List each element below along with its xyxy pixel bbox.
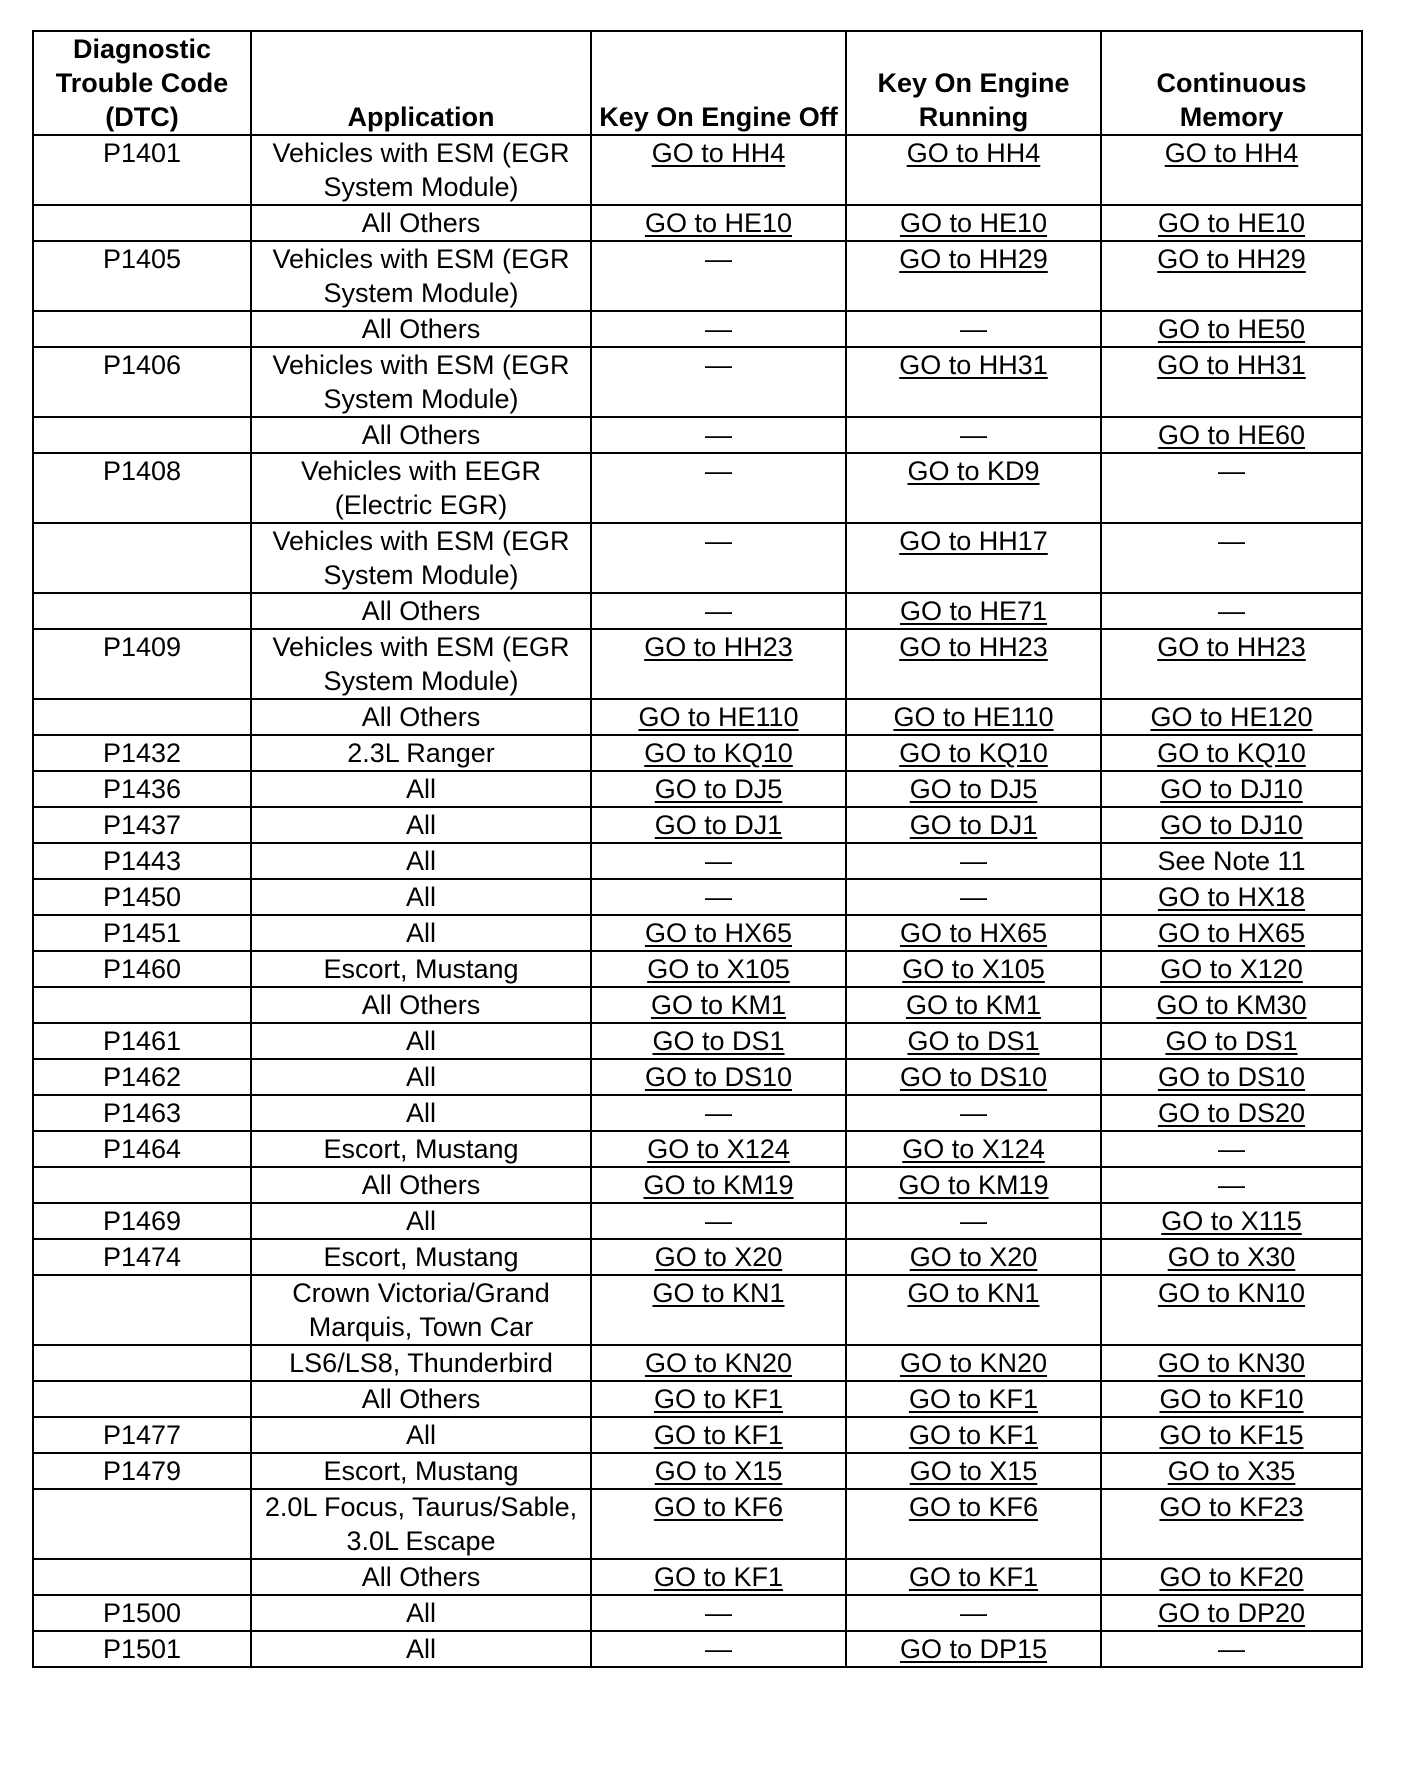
table-row bbox=[33, 593, 1362, 629]
goto-link[interactable]: GO to KF10 bbox=[1159, 1384, 1304, 1414]
cell-continuous-memory bbox=[1101, 1239, 1362, 1275]
table-row bbox=[33, 1239, 1362, 1275]
table-row bbox=[33, 1275, 1362, 1345]
cell-key-on-engine-running bbox=[846, 1059, 1101, 1095]
goto-link[interactable]: GO to KD9 bbox=[907, 456, 1040, 486]
goto-link[interactable]: GO to KQ10 bbox=[644, 738, 793, 768]
goto-link[interactable]: GO to DS1 bbox=[907, 1026, 1040, 1056]
table-row bbox=[33, 807, 1362, 843]
cell-key-on-engine-off bbox=[591, 1239, 846, 1275]
goto-link[interactable]: GO to DP15 bbox=[899, 1634, 1048, 1664]
goto-link[interactable]: GO to KN10 bbox=[1157, 1278, 1306, 1308]
goto-link[interactable]: GO to KF1 bbox=[653, 1562, 784, 1592]
cell-continuous-memory bbox=[1101, 1559, 1362, 1595]
goto-link[interactable]: GO to HE120 bbox=[1150, 702, 1313, 732]
goto-link[interactable]: GO to X30 bbox=[1167, 1242, 1296, 1272]
cell-continuous-memory bbox=[1101, 1095, 1362, 1131]
cell-application: Escort, Mustang bbox=[251, 1239, 591, 1275]
cell-dtc: P1408 bbox=[33, 453, 251, 523]
table-row bbox=[33, 1417, 1362, 1453]
cell-key-on-engine-running bbox=[846, 1167, 1101, 1203]
cell-key-on-engine-running bbox=[846, 1453, 1101, 1489]
cell-dtc: P1479 bbox=[33, 1453, 251, 1489]
cell-continuous-memory bbox=[1101, 1275, 1362, 1345]
cell-continuous-memory bbox=[1101, 771, 1362, 807]
goto-link[interactable]: GO to KF6 bbox=[908, 1492, 1039, 1522]
cell-application: All Others bbox=[251, 593, 591, 629]
goto-link[interactable]: GO to X105 bbox=[647, 954, 790, 984]
cell-continuous-memory bbox=[1101, 1489, 1362, 1559]
cell-dtc: P1450 bbox=[33, 879, 251, 915]
cell-dtc: P1436 bbox=[33, 771, 251, 807]
cell-key-on-engine-running bbox=[846, 1239, 1101, 1275]
cell-key-on-engine-off bbox=[591, 1381, 846, 1417]
table-row bbox=[33, 1203, 1362, 1239]
cell-continuous-memory: — bbox=[1101, 593, 1362, 629]
cell-continuous-memory: — bbox=[1101, 1131, 1362, 1167]
cell-continuous-memory bbox=[1101, 1345, 1362, 1381]
goto-link[interactable]: GO to DS10 bbox=[644, 1062, 793, 1092]
cell-dtc: P1501 bbox=[33, 1631, 251, 1667]
goto-link[interactable]: GO to DS1 bbox=[652, 1026, 785, 1056]
goto-link[interactable]: GO to KN1 bbox=[652, 1278, 785, 1308]
cell-key-on-engine-running: — bbox=[846, 1595, 1101, 1631]
cell-key-on-engine-running: — bbox=[846, 1203, 1101, 1239]
cell-continuous-memory bbox=[1101, 1059, 1362, 1095]
cell-application: All bbox=[251, 843, 591, 879]
cell-application: 2.0L Focus, Taurus/Sable, 3.0L Escape bbox=[251, 1489, 591, 1559]
cell-continuous-memory: — bbox=[1101, 453, 1362, 523]
goto-link[interactable]: GO to KF1 bbox=[653, 1384, 784, 1414]
table-row bbox=[33, 1489, 1362, 1559]
cell-key-on-engine-running bbox=[846, 1489, 1101, 1559]
cell-application: All Others bbox=[251, 987, 591, 1023]
goto-link[interactable]: GO to DJ10 bbox=[1160, 774, 1303, 804]
cell-application: 2.3L Ranger bbox=[251, 735, 591, 771]
table-row bbox=[33, 347, 1362, 417]
cell-key-on-engine-running bbox=[846, 1417, 1101, 1453]
cell-dtc: P1460 bbox=[33, 951, 251, 987]
goto-link[interactable]: GO to KM1 bbox=[650, 990, 787, 1020]
cell-key-on-engine-off: — bbox=[591, 879, 846, 915]
cell-key-on-engine-off bbox=[591, 135, 846, 205]
goto-link[interactable]: GO to HX18 bbox=[1157, 882, 1306, 912]
cell-dtc: P1464 bbox=[33, 1131, 251, 1167]
cell-key-on-engine-off bbox=[591, 1023, 846, 1059]
cell-key-on-engine-off: — bbox=[591, 1203, 846, 1239]
goto-link[interactable]: GO to HH29 bbox=[899, 244, 1048, 274]
cell-key-on-engine-off: — bbox=[591, 1095, 846, 1131]
table-row bbox=[33, 629, 1362, 699]
cell-key-on-engine-running bbox=[846, 987, 1101, 1023]
table-row bbox=[33, 735, 1362, 771]
cell-application: All Others bbox=[251, 1381, 591, 1417]
cell-key-on-engine-running bbox=[846, 1131, 1101, 1167]
cell-key-on-engine-off bbox=[591, 1559, 846, 1595]
cell-dtc bbox=[33, 1489, 251, 1559]
cell-key-on-engine-running bbox=[846, 807, 1101, 843]
cell-dtc: P1443 bbox=[33, 843, 251, 879]
cell-key-on-engine-running bbox=[846, 735, 1101, 771]
goto-link[interactable]: GO to KF6 bbox=[653, 1492, 784, 1522]
cell-application: Vehicles with ESM (EGR System Module) bbox=[251, 241, 591, 311]
table-row bbox=[33, 523, 1362, 593]
table-header bbox=[33, 31, 1362, 135]
goto-link[interactable]: GO to DS1 bbox=[1165, 1026, 1298, 1056]
goto-link[interactable]: GO to HE60 bbox=[1157, 420, 1306, 450]
cell-application: Vehicles with ESM (EGR System Module) bbox=[251, 523, 591, 593]
cell-continuous-memory bbox=[1101, 241, 1362, 311]
header-row bbox=[33, 31, 1362, 135]
goto-link[interactable]: GO to KN1 bbox=[907, 1278, 1040, 1308]
cell-key-on-engine-running bbox=[846, 1631, 1101, 1667]
cell-key-on-engine-running bbox=[846, 1345, 1101, 1381]
cell-continuous-memory bbox=[1101, 347, 1362, 417]
goto-link[interactable]: GO to KQ10 bbox=[899, 738, 1048, 768]
goto-link[interactable]: GO to KN30 bbox=[1157, 1348, 1306, 1378]
cell-key-on-engine-off bbox=[591, 735, 846, 771]
cell-application: All Others bbox=[251, 1167, 591, 1203]
table-row bbox=[33, 453, 1362, 523]
cell-dtc: P1432 bbox=[33, 735, 251, 771]
cell-dtc: P1477 bbox=[33, 1417, 251, 1453]
cell-application: All bbox=[251, 1417, 591, 1453]
goto-link[interactable]: GO to HX65 bbox=[644, 918, 793, 948]
table-row bbox=[33, 1595, 1362, 1631]
cell-key-on-engine-off: — bbox=[591, 1631, 846, 1667]
table-row bbox=[33, 1345, 1362, 1381]
cell-dtc: P1469 bbox=[33, 1203, 251, 1239]
table-row bbox=[33, 241, 1362, 311]
cell-key-on-engine-off bbox=[591, 771, 846, 807]
goto-link[interactable]: GO to DJ1 bbox=[654, 810, 783, 840]
goto-link[interactable]: GO to KQ10 bbox=[1157, 738, 1306, 768]
cell-key-on-engine-off bbox=[591, 1275, 846, 1345]
table-row bbox=[33, 1167, 1362, 1203]
table-row bbox=[33, 951, 1362, 987]
goto-link[interactable]: GO to X20 bbox=[654, 1242, 783, 1272]
cell-key-on-engine-off bbox=[591, 1453, 846, 1489]
cell-key-on-engine-off: — bbox=[591, 311, 846, 347]
cell-dtc: P1409 bbox=[33, 629, 251, 699]
goto-link[interactable]: GO to X15 bbox=[654, 1456, 783, 1486]
goto-link[interactable]: GO to X124 bbox=[647, 1134, 790, 1164]
cell-key-on-engine-off bbox=[591, 1345, 846, 1381]
goto-link[interactable]: GO to KM30 bbox=[1156, 990, 1307, 1020]
cell-dtc bbox=[33, 699, 251, 735]
goto-link[interactable]: GO to DS10 bbox=[1157, 1062, 1306, 1092]
goto-link[interactable]: GO to X105 bbox=[902, 954, 1045, 984]
cell-key-on-engine-off: — bbox=[591, 241, 846, 311]
cell-key-on-engine-off bbox=[591, 987, 846, 1023]
cell-key-on-engine-off bbox=[591, 807, 846, 843]
cell-key-on-engine-running bbox=[846, 135, 1101, 205]
goto-link[interactable]: GO to HE110 bbox=[893, 702, 1054, 732]
cell-application: Vehicles with ESM (EGR System Module) bbox=[251, 629, 591, 699]
table-row bbox=[33, 1559, 1362, 1595]
goto-link[interactable]: GO to HE71 bbox=[899, 596, 1048, 626]
goto-link[interactable]: GO to HX65 bbox=[1157, 918, 1306, 948]
cell-dtc: P1437 bbox=[33, 807, 251, 843]
cell-key-on-engine-off bbox=[591, 1059, 846, 1095]
cell-key-on-engine-off bbox=[591, 1417, 846, 1453]
cell-continuous-memory bbox=[1101, 1453, 1362, 1489]
cell-application: Escort, Mustang bbox=[251, 951, 591, 987]
cell-key-on-engine-running: — bbox=[846, 417, 1101, 453]
cell-application: Vehicles with EEGR (Electric EGR) bbox=[251, 453, 591, 523]
cell-dtc bbox=[33, 205, 251, 241]
cell-application: Vehicles with ESM (EGR System Module) bbox=[251, 135, 591, 205]
cell-key-on-engine-running: — bbox=[846, 843, 1101, 879]
cell-dtc: P1401 bbox=[33, 135, 251, 205]
goto-link[interactable]: GO to HE10 bbox=[1157, 208, 1306, 238]
goto-link[interactable]: GO to HH23 bbox=[1157, 632, 1306, 662]
cell-dtc: P1406 bbox=[33, 347, 251, 417]
cell-continuous-memory: — bbox=[1101, 1631, 1362, 1667]
table-body bbox=[33, 135, 1362, 1667]
cell-application: Vehicles with ESM (EGR System Module) bbox=[251, 347, 591, 417]
cell-continuous-memory bbox=[1101, 629, 1362, 699]
cell-key-on-engine-off bbox=[591, 1489, 846, 1559]
header-dtc: Diagnostic Trouble Code (DTC) bbox=[33, 31, 251, 135]
cell-key-on-engine-running bbox=[846, 1275, 1101, 1345]
cell-key-on-engine-off bbox=[591, 1167, 846, 1203]
cell-dtc bbox=[33, 1381, 251, 1417]
goto-link[interactable]: GO to HH4 bbox=[651, 138, 786, 168]
cell-continuous-memory bbox=[1101, 205, 1362, 241]
goto-link[interactable]: GO to HH31 bbox=[899, 350, 1048, 380]
goto-link[interactable]: GO to X120 bbox=[1160, 954, 1303, 984]
goto-link[interactable]: GO to KF1 bbox=[908, 1562, 1039, 1592]
goto-link[interactable]: GO to DS20 bbox=[1157, 1098, 1306, 1128]
goto-link[interactable]: GO to KF1 bbox=[908, 1420, 1039, 1450]
cell-application: Crown Victoria/Grand Marquis, Town Car bbox=[251, 1275, 591, 1345]
goto-link[interactable]: GO to KN20 bbox=[899, 1348, 1048, 1378]
cell-key-on-engine-off bbox=[591, 629, 846, 699]
goto-link[interactable]: GO to DJ10 bbox=[1160, 810, 1303, 840]
cell-key-on-engine-off: — bbox=[591, 347, 846, 417]
cell-key-on-engine-running bbox=[846, 241, 1101, 311]
cell-dtc: P1462 bbox=[33, 1059, 251, 1095]
cell-continuous-memory bbox=[1101, 879, 1362, 915]
cell-key-on-engine-running bbox=[846, 1023, 1101, 1059]
table-row bbox=[33, 1131, 1362, 1167]
cell-dtc bbox=[33, 417, 251, 453]
goto-link[interactable]: GO to KF1 bbox=[908, 1384, 1039, 1414]
cell-application: Escort, Mustang bbox=[251, 1453, 591, 1489]
cell-key-on-engine-running bbox=[846, 699, 1101, 735]
goto-link[interactable]: GO to KM19 bbox=[643, 1170, 794, 1200]
goto-link[interactable]: GO to X20 bbox=[909, 1242, 1038, 1272]
goto-link[interactable]: GO to HX65 bbox=[899, 918, 1048, 948]
cell-key-on-engine-off: — bbox=[591, 1595, 846, 1631]
goto-link[interactable]: GO to HH23 bbox=[899, 632, 1048, 662]
cell-application: All bbox=[251, 1095, 591, 1131]
goto-link[interactable]: GO to DJ5 bbox=[909, 774, 1038, 804]
table-row bbox=[33, 843, 1362, 879]
cell-application: All Others bbox=[251, 311, 591, 347]
goto-link[interactable]: GO to HH4 bbox=[906, 138, 1041, 168]
cell-key-on-engine-running bbox=[846, 523, 1101, 593]
cell-dtc bbox=[33, 523, 251, 593]
goto-link[interactable]: GO to HE50 bbox=[1157, 314, 1306, 344]
goto-link[interactable]: GO to X124 bbox=[902, 1134, 1045, 1164]
cell-application: All bbox=[251, 879, 591, 915]
goto-link[interactable]: GO to KF23 bbox=[1159, 1492, 1304, 1522]
goto-link[interactable]: GO to KN20 bbox=[644, 1348, 793, 1378]
cell-application: All bbox=[251, 1203, 591, 1239]
goto-link[interactable]: GO to DJ5 bbox=[654, 774, 783, 804]
cell-application: All bbox=[251, 771, 591, 807]
goto-link[interactable]: GO to HH23 bbox=[644, 632, 793, 662]
cell-key-on-engine-off bbox=[591, 915, 846, 951]
cell-continuous-memory bbox=[1101, 1203, 1362, 1239]
cell-continuous-memory bbox=[1101, 1381, 1362, 1417]
table-row bbox=[33, 205, 1362, 241]
cell-continuous-memory: — bbox=[1101, 1167, 1362, 1203]
cell-application: All bbox=[251, 1059, 591, 1095]
table-row bbox=[33, 699, 1362, 735]
table-row bbox=[33, 1095, 1362, 1131]
goto-link[interactable]: GO to KF20 bbox=[1159, 1562, 1304, 1592]
goto-link[interactable]: GO to KF15 bbox=[1159, 1420, 1304, 1450]
header-continuous-memory: Continuous Memory bbox=[1101, 31, 1362, 135]
dtc-table bbox=[32, 30, 1363, 1668]
cell-continuous-memory bbox=[1101, 915, 1362, 951]
goto-link[interactable]: GO to HE10 bbox=[899, 208, 1048, 238]
cell-key-on-engine-off: — bbox=[591, 843, 846, 879]
cell-application: All bbox=[251, 1631, 591, 1667]
cell-application: All Others bbox=[251, 205, 591, 241]
cell-key-on-engine-off: — bbox=[591, 523, 846, 593]
cell-dtc bbox=[33, 593, 251, 629]
table-row bbox=[33, 311, 1362, 347]
cell-continuous-memory bbox=[1101, 417, 1362, 453]
goto-link[interactable]: GO to KF1 bbox=[653, 1420, 784, 1450]
cell-key-on-engine-running bbox=[846, 347, 1101, 417]
table-row bbox=[33, 987, 1362, 1023]
table-row bbox=[33, 135, 1362, 205]
cell-key-on-engine-running bbox=[846, 771, 1101, 807]
goto-link[interactable]: GO to HH4 bbox=[1164, 138, 1299, 168]
cell-key-on-engine-running: — bbox=[846, 1095, 1101, 1131]
table-row bbox=[33, 1631, 1362, 1667]
goto-link[interactable]: GO to HE10 bbox=[644, 208, 793, 238]
cell-key-on-engine-running: — bbox=[846, 879, 1101, 915]
cell-key-on-engine-running bbox=[846, 1559, 1101, 1595]
cell-key-on-engine-running bbox=[846, 1381, 1101, 1417]
cell-application: All bbox=[251, 1023, 591, 1059]
cell-continuous-memory bbox=[1101, 135, 1362, 205]
cell-dtc: P1463 bbox=[33, 1095, 251, 1131]
cell-continuous-memory bbox=[1101, 1417, 1362, 1453]
goto-link[interactable]: GO to X15 bbox=[909, 1456, 1038, 1486]
cell-dtc bbox=[33, 1559, 251, 1595]
table-row bbox=[33, 771, 1362, 807]
cell-key-on-engine-running bbox=[846, 951, 1101, 987]
cell-key-on-engine-off: — bbox=[591, 593, 846, 629]
goto-link[interactable]: GO to KM1 bbox=[905, 990, 1042, 1020]
table-row bbox=[33, 1453, 1362, 1489]
cell-continuous-memory bbox=[1101, 311, 1362, 347]
cell-key-on-engine-off bbox=[591, 699, 846, 735]
cell-key-on-engine-running bbox=[846, 205, 1101, 241]
cell-key-on-engine-running: — bbox=[846, 311, 1101, 347]
cell-dtc bbox=[33, 1167, 251, 1203]
table-row bbox=[33, 417, 1362, 453]
cell-key-on-engine-off bbox=[591, 1131, 846, 1167]
header-key-on-engine-running: Key On Engine Running bbox=[846, 31, 1101, 135]
cell-continuous-memory bbox=[1101, 951, 1362, 987]
goto-link[interactable]: GO to DP20 bbox=[1157, 1598, 1306, 1628]
goto-link[interactable]: GO to KM19 bbox=[898, 1170, 1049, 1200]
cell-continuous-memory bbox=[1101, 1595, 1362, 1631]
cell-application: Escort, Mustang bbox=[251, 1131, 591, 1167]
goto-link[interactable]: GO to HE110 bbox=[638, 702, 799, 732]
goto-link[interactable]: GO to DJ1 bbox=[909, 810, 1038, 840]
table-row bbox=[33, 1059, 1362, 1095]
cell-application: All bbox=[251, 807, 591, 843]
cell-key-on-engine-running bbox=[846, 915, 1101, 951]
cell-continuous-memory bbox=[1101, 1023, 1362, 1059]
cell-application: All Others bbox=[251, 417, 591, 453]
cell-dtc: P1500 bbox=[33, 1595, 251, 1631]
cell-continuous-memory bbox=[1101, 735, 1362, 771]
header-application: Application bbox=[251, 31, 591, 135]
cell-application: LS6/LS8, Thunderbird bbox=[251, 1345, 591, 1381]
cell-dtc bbox=[33, 987, 251, 1023]
table-row bbox=[33, 879, 1362, 915]
cell-dtc bbox=[33, 311, 251, 347]
table-row bbox=[33, 1381, 1362, 1417]
cell-continuous-memory bbox=[1101, 987, 1362, 1023]
table-row bbox=[33, 915, 1362, 951]
cell-key-on-engine-off bbox=[591, 205, 846, 241]
cell-application: All bbox=[251, 915, 591, 951]
goto-link[interactable]: GO to DS10 bbox=[899, 1062, 1048, 1092]
cell-dtc: P1474 bbox=[33, 1239, 251, 1275]
cell-dtc: P1461 bbox=[33, 1023, 251, 1059]
goto-link[interactable]: GO to X35 bbox=[1167, 1456, 1296, 1486]
cell-continuous-memory: See Note 11 bbox=[1101, 843, 1362, 879]
goto-link[interactable]: GO to HH29 bbox=[1157, 244, 1306, 274]
cell-dtc bbox=[33, 1275, 251, 1345]
cell-key-on-engine-off bbox=[591, 951, 846, 987]
cell-key-on-engine-running bbox=[846, 629, 1101, 699]
cell-dtc bbox=[33, 1345, 251, 1381]
cell-key-on-engine-off: — bbox=[591, 453, 846, 523]
cell-key-on-engine-running bbox=[846, 593, 1101, 629]
cell-continuous-memory bbox=[1101, 699, 1362, 735]
table-row bbox=[33, 1023, 1362, 1059]
cell-application: All Others bbox=[251, 699, 591, 735]
cell-application: All Others bbox=[251, 1559, 591, 1595]
cell-dtc: P1405 bbox=[33, 241, 251, 311]
goto-link[interactable]: GO to HH31 bbox=[1157, 350, 1306, 380]
cell-key-on-engine-off: — bbox=[591, 417, 846, 453]
cell-key-on-engine-running bbox=[846, 453, 1101, 523]
cell-continuous-memory bbox=[1101, 807, 1362, 843]
cell-continuous-memory: — bbox=[1101, 523, 1362, 593]
goto-link[interactable]: GO to X115 bbox=[1161, 1206, 1302, 1236]
cell-dtc: P1451 bbox=[33, 915, 251, 951]
goto-link[interactable]: GO to HH17 bbox=[899, 526, 1048, 556]
cell-application: All bbox=[251, 1595, 591, 1631]
header-key-on-engine-off: Key On Engine Off bbox=[591, 31, 846, 135]
